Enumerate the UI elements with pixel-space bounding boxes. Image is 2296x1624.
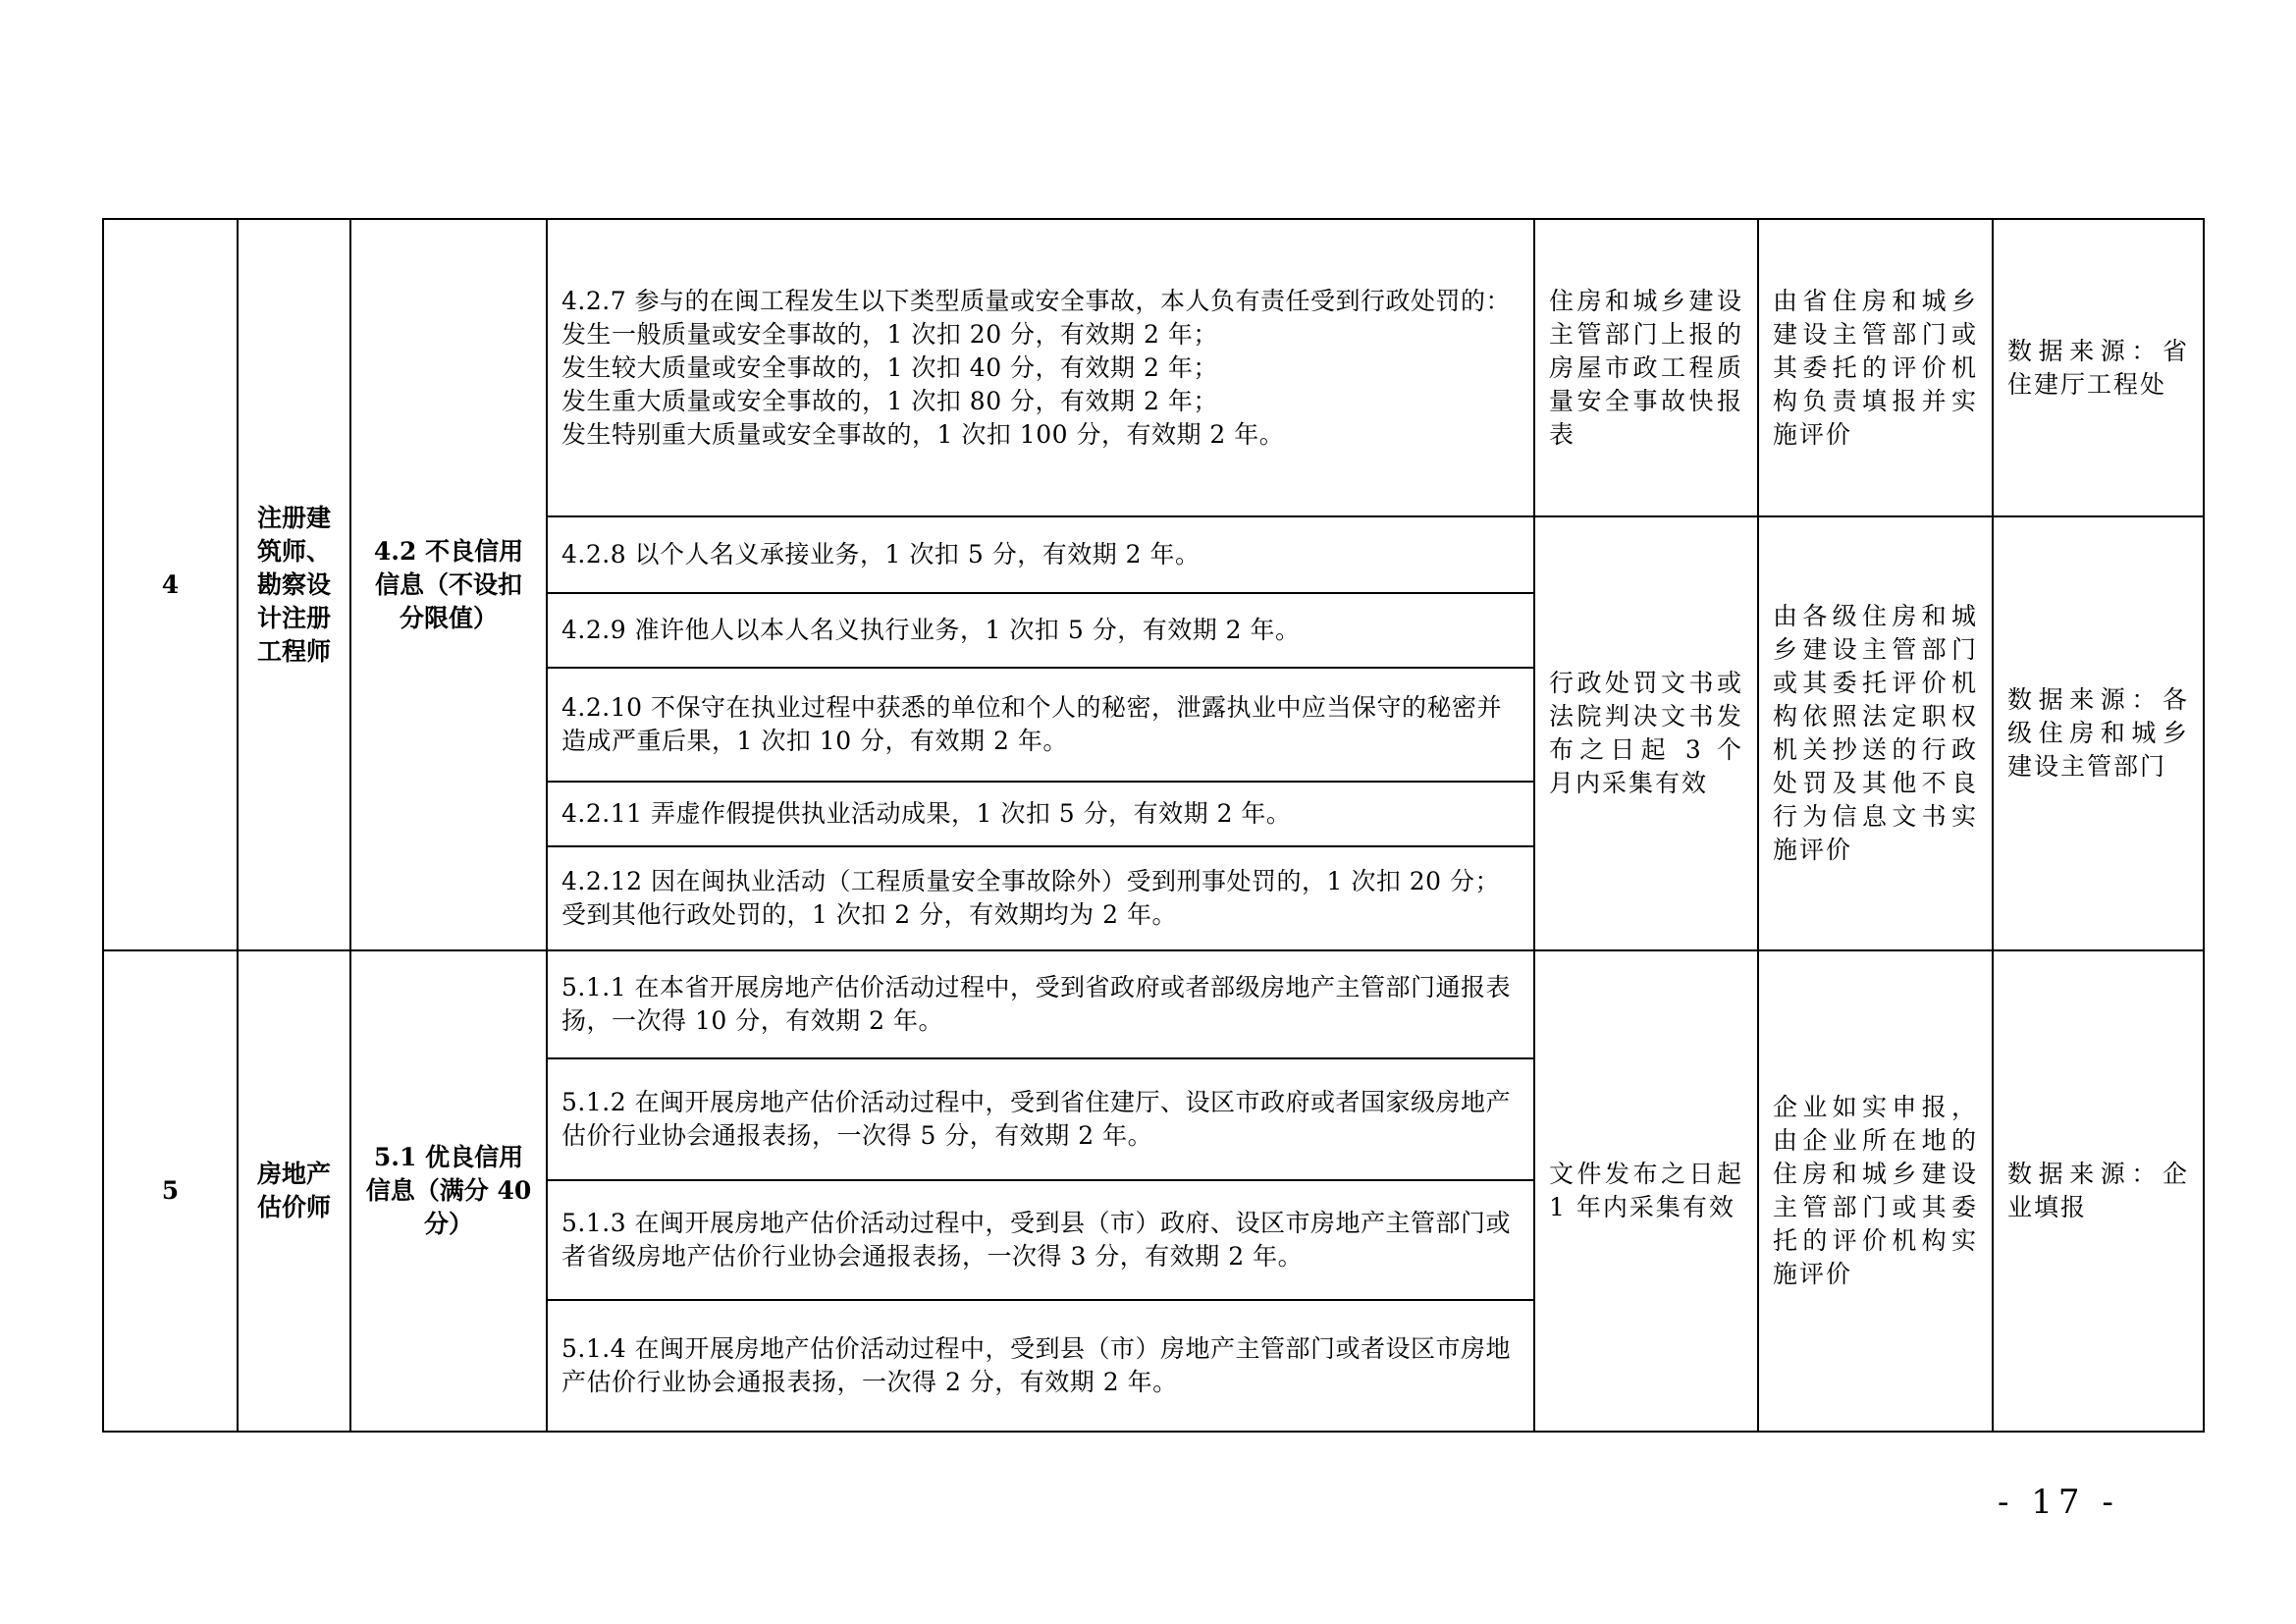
credit-evaluation-table: [102, 218, 2205, 1433]
item-line: 发生重大质量或安全事故的，1 次扣 80 分，有效期 2 年；: [561, 386, 1218, 415]
collection-time-cell: 文件发布之日起 1 年内采集有效: [1534, 950, 1758, 1432]
table-row: [103, 950, 2204, 1058]
responsibility-cell: 由各级住房和城乡建设主管部门或其委托评价机构依照法定职权机关抄送的行政处罚及其他不良行为信息文书实施评价: [1758, 516, 1993, 950]
table-row: [103, 219, 2204, 516]
item-cell: 4.2.8 以个人名义承接业务，1 次扣 5 分，有效期 2 年。: [547, 516, 1534, 593]
item-cell: 4.2.11 弄虚作假提供执业活动成果，1 次扣 5 分，有效期 2 年。: [547, 782, 1534, 846]
data-source-cell: 数据来源：各级住房和城乡建设主管部门: [1993, 516, 2204, 950]
item-cell: 5.1.1 在本省开展房地产估价活动过程中，受到省政府或者部级房地产主管部门通报表扬，一次得 10 分，有效期 2 年。: [547, 950, 1534, 1058]
item-line: 4.2.7 参与的在闽工程发生以下类型质量或安全事故，本人负有责任受到行政处罚的：: [561, 286, 1512, 315]
collection-time-cell: 住房和城乡建设主管部门上报的房屋市政工程质量安全事故快报表: [1534, 219, 1758, 516]
item-cell: 4.2.10 不保守在执业过程中获悉的单位和个人的秘密，泄露执业中应当保守的秘密并造成严重后果，1 次扣 10 分，有效期 2 年。: [547, 668, 1534, 782]
page-number: - 17 -: [1998, 1483, 2119, 1522]
responsibility-cell: 企业如实申报，由企业所在地的住房和城乡建设主管部门或其委托的评价机构实施评价: [1758, 950, 1993, 1432]
section-category: 5.1 优良信用信息（满分 40 分）: [350, 950, 547, 1432]
responsibility-cell: 由省住房和城乡建设主管部门或其委托的评价机构负责填报并实施评价: [1758, 219, 1993, 516]
section-role: 房地产估价师: [238, 950, 350, 1432]
item-line: 发生较大质量或安全事故的，1 次扣 40 分，有效期 2 年；: [561, 352, 1218, 382]
section-role: 注册建筑师、勘察设计注册工程师: [238, 219, 350, 950]
item-cell: [547, 219, 1534, 516]
item-line: 发生一般质量或安全事故的，1 次扣 20 分，有效期 2 年；: [561, 319, 1218, 349]
section-number: 4: [103, 219, 238, 950]
section-number: 5: [103, 950, 238, 1432]
item-cell: 5.1.2 在闽开展房地产估价活动过程中，受到省住建厅、设区市政府或者国家级房地产估价行业协会通报表扬，一次得 5 分，有效期 2 年。: [547, 1058, 1534, 1180]
data-source-cell: 数据来源：省住建厅工程处: [1993, 219, 2204, 516]
item-cell: 4.2.9 准许他人以本人名义执行业务，1 次扣 5 分，有效期 2 年。: [547, 593, 1534, 668]
data-source-cell: 数据来源：企业填报: [1993, 950, 2204, 1432]
item-cell: 5.1.4 在闽开展房地产估价活动过程中，受到县（市）房地产主管部门或者设区市房地产估价行业协会通报表扬，一次得 2 分，有效期 2 年。: [547, 1300, 1534, 1432]
item-cell: 5.1.3 在闽开展房地产估价活动过程中，受到县（市）政府、设区市房地产主管部门或者省级房地产估价行业协会通报表扬，一次得 3 分，有效期 2 年。: [547, 1180, 1534, 1300]
item-cell: 4.2.12 因在闽执业活动（工程质量安全事故除外）受到刑事处罚的，1 次扣 20 分；受到其他行政处罚的，1 次扣 2 分，有效期均为 2 年。: [547, 846, 1534, 950]
section-category: 4.2 不良信用信息（不设扣分限值）: [350, 219, 547, 950]
collection-time-cell: 行政处罚文书或法院判决文书发布之日起 3 个月内采集有效: [1534, 516, 1758, 950]
item-line: 发生特别重大质量或安全事故的，1 次扣 100 分，有效期 2 年。: [561, 419, 1285, 449]
